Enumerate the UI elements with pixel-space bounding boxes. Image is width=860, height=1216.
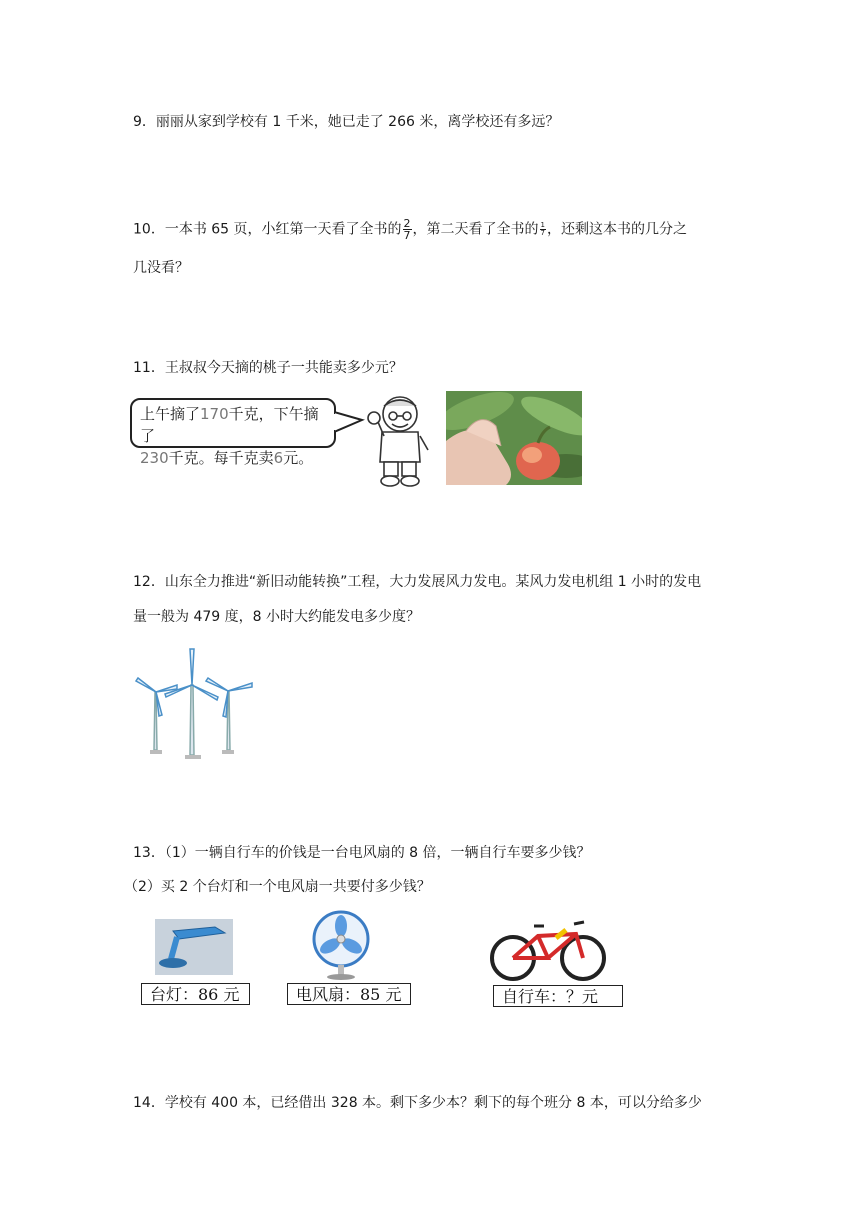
electric-fan-image	[306, 909, 376, 981]
peach-photo	[446, 391, 582, 485]
question-10-line-1	[133, 218, 687, 241]
bubble-line-2	[140, 447, 326, 469]
bicycle-image	[486, 912, 610, 982]
lamp-price-label: 台灯：86 元	[141, 983, 250, 1005]
bubble-text: 元。	[283, 449, 314, 467]
fraction-numerator: 1	[540, 221, 545, 229]
desk-lamp-image	[155, 919, 233, 975]
bubble-text: 千克，下午摘了	[140, 405, 319, 445]
q10-text-c: ，还剩这本书的几分之	[547, 221, 687, 238]
q10-text-a: 10．一本书 65 页，小红第一天看了全书的	[133, 221, 402, 238]
bicycle-price-label: 自行车：？元	[493, 985, 623, 1007]
bubble-number: 6	[273, 449, 284, 467]
bubble-number: 170	[200, 405, 229, 423]
uncle-wang-illustration	[362, 392, 436, 488]
fraction-numerator: 2	[403, 217, 411, 230]
question-14: 14．学校有 400 本，已经借出 328 本。剩下多少本？剩下的每个班分 8 本，可以分给多少	[133, 1095, 702, 1111]
wind-turbines-illustration	[132, 645, 257, 763]
fraction-denominator: 7	[540, 229, 545, 237]
bubble-line-1	[140, 403, 326, 447]
question-10-line-2: 几没看？	[133, 260, 189, 276]
bubble-number: 230	[140, 449, 169, 467]
fraction-two-sevenths	[403, 218, 412, 241]
question-13-part-1: 13．（1）一辆自行车的价钱是一台电风扇的 8 倍，一辆自行车要多少钱？	[133, 845, 591, 861]
question-9: 9．丽丽从家到学校有 1 千米，她已走了 266 米，离学校还有多远？	[133, 114, 560, 130]
question-12-line-1: 12．山东全力推进“新旧动能转换”工程，大力发展风力发电。某风力发电机组 1 小时的发电	[133, 574, 702, 590]
q10-text-b: ，第二天看了全书的	[412, 221, 539, 238]
fraction-one-seventh	[540, 222, 546, 237]
fan-price-label: 电风扇：85 元	[287, 983, 411, 1005]
fraction-denominator: 7	[403, 229, 411, 242]
bubble-text: 千克。每千克卖	[168, 449, 274, 467]
speech-bubble	[130, 398, 336, 467]
bubble-text: 上午摘了	[140, 405, 201, 423]
question-13-part-2: （2）买 2 个台灯和一个电风扇一共要付多少钱？	[124, 879, 431, 895]
question-12-line-2: 量一般为 479 度，8 小时大约能发电多少度？	[133, 609, 420, 625]
question-11: 11．王叔叔今天摘的桃子一共能卖多少元？	[133, 360, 403, 376]
